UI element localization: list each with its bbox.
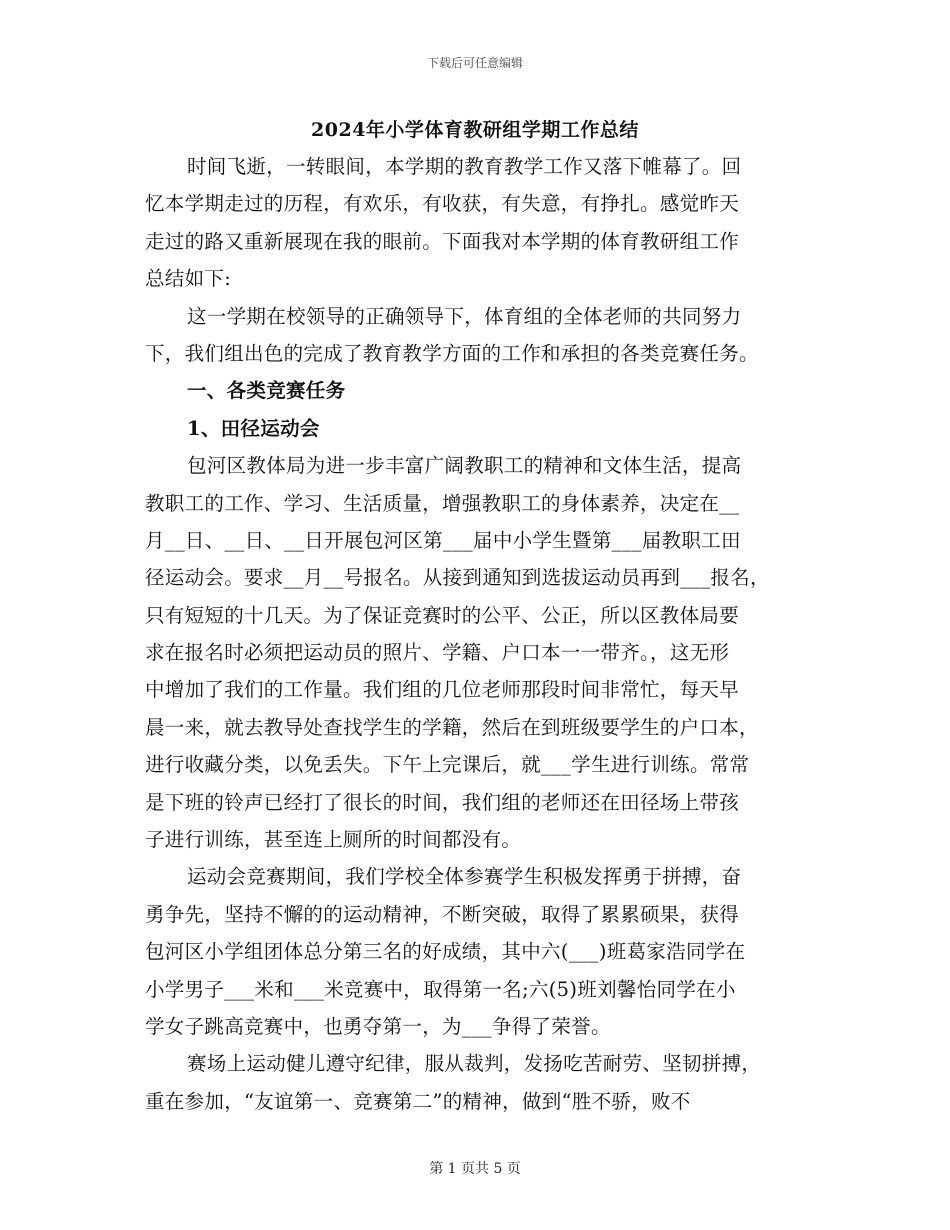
paragraph-line: 走过的路又重新展现在我的眼前。下面我对本学期的体育教研组工作 [145,229,740,253]
paragraph-line: 子进行训练，甚至连上厕所的时间都没有。 [145,828,522,852]
paragraph-line: 求在报名时必须把运动员的照片、学籍、户口本一一带齐。，这无形 [145,641,730,665]
paragraph-line: 径运动会。要求__月__号报名。从接到通知到选拔运动员再到___报名， [145,566,770,590]
document-title: 2024年小学体育教研组学期工作总结 [311,119,639,141]
paragraph-line: 勇争先，坚持不懈的的运动精神，不断突破，取得了累累硕果，获得 [145,902,740,926]
document-body [145,148,805,1120]
section-heading: 一、各类竞赛任务 [187,379,346,403]
paragraph-line: 忆本学期走过的历程，有欢乐，有收获，有失意，有挣扎。感觉昨天 [145,192,740,216]
paragraph-line: 晨一来，就去教导处查找学生的学籍，然后在到班级要学生的户口本， [145,715,759,739]
paragraph-line: 包河区教体局为进一步丰富广阔教职工的精神和文体生活，提高 [187,454,742,478]
paragraph-line: 月__日、__日、__日开展包河区第___届中小学生暨第___届教职工田 [145,528,741,552]
paragraph-line: 只有短短的十几天。为了保证竞赛时的公平、公正，所以区教体局要 [145,603,740,627]
paragraph-line: 教职工的工作、学习、生活质量，增强教职工的身体素养，决定在__ [145,491,740,515]
paragraph-line: 下，我们组出色的完成了教育教学方面的工作和承担的各类竞赛任务。 [145,341,759,365]
paragraph-line: 重在参加，“友谊第一、竞赛第二”的精神，做到“胜不骄，败不 [145,1089,691,1113]
paragraph-line: 包河区小学组团体总分第三名的好成绩，其中六(___)班葛家浩同学在 [145,940,746,964]
paragraph-line: 小学男子___米和___米竞赛中，取得第一名;六(5)班刘馨怡同学在小 [145,977,736,1001]
paragraph-line: 是下班的铃声已经打了很长的时间，我们组的老师还在田径场上带孩 [145,790,740,814]
paragraph-line: 总结如下: [145,267,232,291]
paragraph-line: 时间飞逝，一转眼间，本学期的教育教学工作又落下帷幕了。回 [187,155,742,178]
section-heading: 1、田径运动会 [187,416,320,440]
paragraph-line: 中增加了我们的工作量。我们组的几位老师那段时间非常忙，每天早 [145,678,740,702]
paragraph-line: 进行收藏分类，以免丢失。下午上完课后，就___学生进行训练。常常 [145,753,750,777]
header-note: 下载后可任意编辑 [426,56,523,70]
paragraph-line: 运动会竞赛期间，我们学校全体参赛学生积极发挥勇于拼搏，奋 [187,865,742,889]
page-footer: 第 1 页共 5 页 [429,1161,521,1177]
paragraph-line: 这一学期在校领导的正确领导下，体育组的全体老师的共同努力 [187,304,742,328]
paragraph-line: 赛场上运动健儿遵守纪律，服从裁判，发扬吃苦耐劳、坚韧拼搏， [187,1052,762,1076]
paragraph-line: 学女子跳高竞赛中，也勇夺第一，为___争得了荣誉。 [145,1014,611,1038]
